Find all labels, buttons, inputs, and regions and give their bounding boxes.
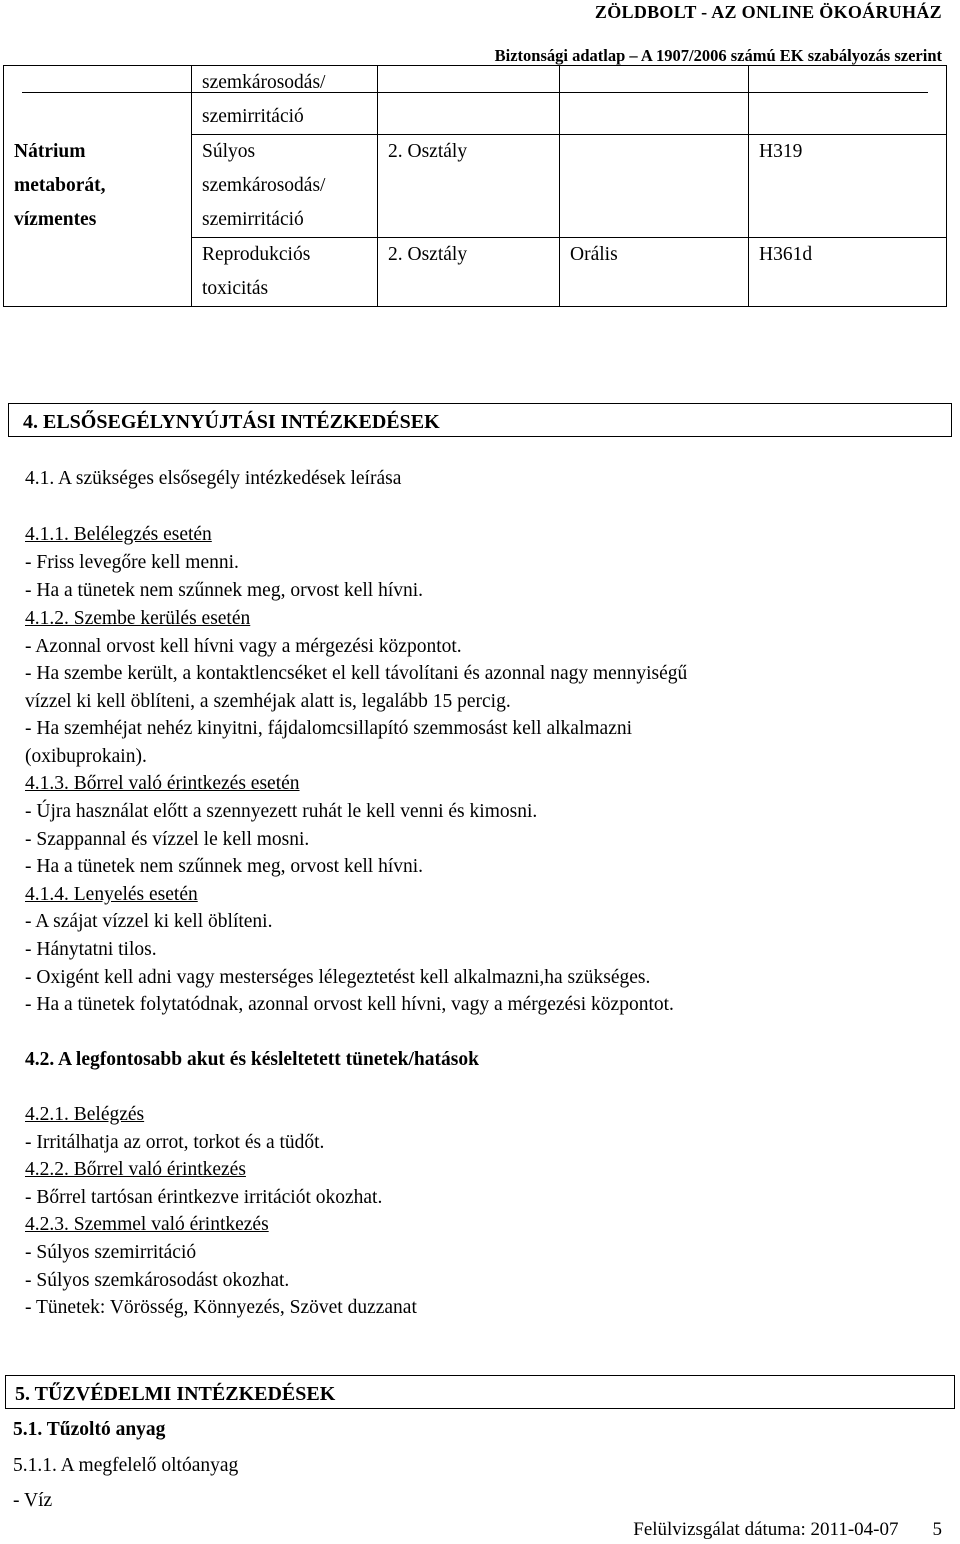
list-item: - Hánytatni tilos. [25,939,157,960]
list-item: - Ha szemhéjat nehéz kinyitni, fájdalomcsillapító szemmosást kell alkalmazni [25,718,633,739]
subsection-5-1: 5.1. Tűzoltó anyag [13,1419,166,1440]
heading-4-1-2: 4.1.2. Szembe kerülés esetén [25,608,251,629]
h-statement: H361d [749,238,947,307]
list-item: - Súlyos szemirritáció [25,1242,197,1263]
heading-4-1-4: 4.1.4. Lenyelés esetén [25,884,198,905]
list-item: - Ha a tünetek folytatódnak, azonnal orvost kell hívni, vagy a mérgezési központot. [25,994,674,1015]
heading-4-2-3: 4.2.3. Szemmel való érintkezés [25,1214,269,1235]
heading-4-2-1: 4.2.1. Belégzés [25,1104,145,1125]
exposure-route: Orális [560,238,749,307]
subsection-4-2: 4.2. A legfontosabb akut és késleltetett tünetek/hatások [25,1049,479,1070]
list-item: (oxibuprokain). [25,746,147,767]
heading-4-2-2: 4.2.2. Bőrrel való érintkezés [25,1159,246,1180]
page-number: 5 [932,1519,942,1540]
substance-name: Nátrium metaborát, vízmentes [4,66,192,307]
hazard-category [378,66,560,135]
list-item: - A szájat vízzel ki kell öblíteni. [25,911,273,932]
h-statement: H319 [749,135,947,238]
hazard-classification-table [3,65,947,307]
list-item: - Azonnal orvost kell hívni vagy a mérgezési központot. [25,636,462,657]
list-item: - Újra használat előtt a szennyezett ruhát le kell venni és kimosni. [25,801,538,822]
header-company: ZÖLDBOLT - AZ ONLINE ÖKOÁRUHÁZ [594,2,942,22]
table-row [4,66,947,135]
exposure-route [560,135,749,238]
h-statement [749,66,947,135]
heading-4-1-1: 4.1.1. Belélegzés esetén [25,524,212,545]
subsection-4-1: 4.1. A szükséges elsősegély intézkedések leírása [25,468,402,489]
list-item: - Ha a tünetek nem szűnnek meg, orvost kell hívni. [25,580,424,601]
revision-date: Felülvizsgálat dátuma: 2011-04-07 [633,1519,899,1540]
header-subtitle: Biztonsági adatlap – A 1907/2006 számú EK szabályozás szerint [494,46,942,65]
list-item: - Súlyos szemkárosodást okozhat. [25,1270,290,1291]
list-item: - Víz [13,1490,53,1511]
hazard-category: 2. Osztály [378,238,560,307]
section-4-title: 4. ELSŐSEGÉLYNYÚJTÁSI INTÉZKEDÉSEK [8,403,952,437]
hazard-category: 2. Osztály [378,135,560,238]
list-item: - Irritálhatja az orrot, torkot és a tüdőt. [25,1132,325,1153]
hazard-class: Súlyos szemkárosodás/ szemirritáció [192,135,378,238]
hazard-class: szemkárosodás/ szemirritáció [192,66,378,135]
exposure-route [560,66,749,135]
page-footer [633,1519,942,1541]
list-item: - Bőrrel tartósan érintkezve irritációt okozhat. [25,1187,383,1208]
list-item: - Friss levegőre kell menni. [25,552,239,573]
heading-4-1-3: 4.1.3. Bőrrel való érintkezés esetén [25,773,300,794]
section-5-title: 5. TŰZVÉDELMI INTÉZKEDÉSEK [5,1375,955,1409]
heading-5-1-1: 5.1.1. A megfelelő oltóanyag [13,1455,239,1476]
list-item: - Tünetek: Vörösség, Könnyezés, Szövet duzzanat [25,1297,417,1318]
list-item: vízzel ki kell öblíteni, a szemhéjak alatt is, legalább 15 percig. [25,691,511,712]
list-item: - Oxigént kell adni vagy mesterséges lélegeztetést kell alkalmazni,ha szükséges. [25,967,651,988]
hazard-class: Reprodukciós toxicitás [192,238,378,307]
list-item: - Szappannal és vízzel le kell mosni. [25,829,310,850]
list-item: - Ha szembe került, a kontaktlencséket el kell távolítani és azonnal nagy mennyiségű [25,663,688,684]
list-item: - Ha a tünetek nem szűnnek meg, orvost kell hívni. [25,856,424,877]
